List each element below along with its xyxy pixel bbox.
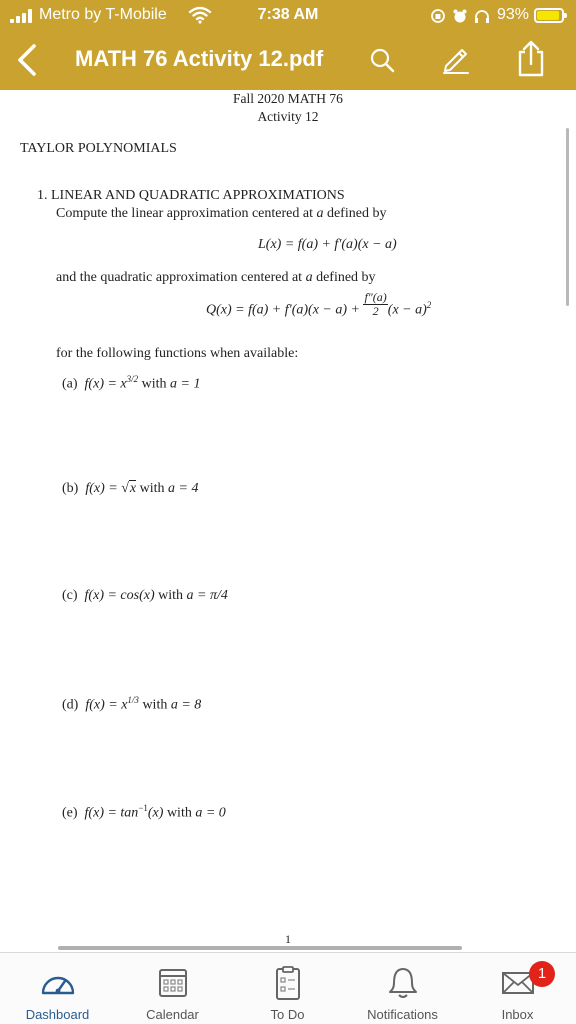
status-bar (0, 0, 576, 30)
chevron-left-icon[interactable] (10, 42, 44, 78)
tab-label: Inbox (501, 1007, 534, 1022)
section-title: TAYLOR POLYNOMIALS (20, 141, 177, 156)
tab-label: Notifications (367, 1007, 438, 1022)
intro-text: Compute the linear approximation centered at a defined by (56, 206, 387, 221)
calendar-icon (153, 965, 193, 1001)
alarm-icon (454, 10, 467, 23)
problem-heading: 1. LINEAR AND QUADRATIC APPROXIMATIONS (37, 188, 345, 203)
todo-icon (268, 965, 308, 1001)
tab-label: Calendar (146, 1007, 199, 1022)
share-icon[interactable] (514, 40, 548, 78)
bell-icon (383, 965, 423, 1001)
quad-intro-text: and the quadratic approximation centered at a defined by (56, 270, 376, 285)
dashboard-icon (38, 965, 78, 1001)
tab-inbox[interactable] (460, 953, 575, 1024)
inbox-badge: 1 (529, 961, 555, 987)
headphones-icon (475, 11, 489, 23)
part-d: (d) $f(x) = x^{1/3}$ with a = 8 (62, 695, 202, 713)
tab-label: To Do (270, 1007, 305, 1022)
carrier-name: Metro by T-Mobile (39, 6, 167, 23)
pdf-page[interactable] (0, 90, 576, 950)
orientation-lock-icon (432, 10, 444, 22)
pen-icon[interactable] (440, 42, 472, 74)
tab-calendar[interactable] (115, 953, 230, 1024)
vertical-scrollbar[interactable] (566, 128, 569, 306)
part-a: (a) $f(x) = x^{3/2}$ with a = 1 (62, 374, 201, 392)
nav-bar (0, 30, 576, 90)
quadratic-formula: Q(x) = f(a) + f′(a)(x − a) + $\frac{f''(a)}{2}$ $(x - a)^2$ (206, 289, 432, 318)
battery-icon (534, 8, 564, 23)
doc-header-activity: Activity 12 (257, 109, 319, 124)
battery-percent: 93% (497, 6, 530, 23)
followup-text: for the following functions when available: (56, 346, 299, 361)
search-icon[interactable] (368, 46, 396, 74)
part-c: (c) f(x) = cos(x) with a = π/4 (62, 588, 228, 603)
clock: 7:38 AM (257, 6, 319, 23)
part-b: (b) f(x) = √x with a = 4 (62, 481, 199, 496)
part-e: (e) $f(x) = \tan^{-1}(x)$ with a = 0 (62, 803, 226, 821)
tab-todo[interactable] (230, 953, 345, 1024)
tab-dashboard[interactable] (0, 953, 115, 1024)
doc-header-course: Fall 2020 MATH 76 (233, 91, 343, 106)
status-icons (430, 8, 490, 24)
app-header (0, 0, 576, 90)
page-number: 1 (285, 932, 291, 946)
horizontal-scrollbar[interactable] (58, 946, 462, 950)
page-title: MATH 76 Activity 12.pdf (75, 46, 324, 71)
tab-label: Dashboard (25, 1007, 90, 1022)
linear-formula: L(x) = f(a) + f′(a)(x − a) (258, 237, 397, 252)
battery-fill (537, 11, 559, 20)
tab-bar (0, 952, 576, 1024)
tab-notifications[interactable] (345, 953, 460, 1024)
